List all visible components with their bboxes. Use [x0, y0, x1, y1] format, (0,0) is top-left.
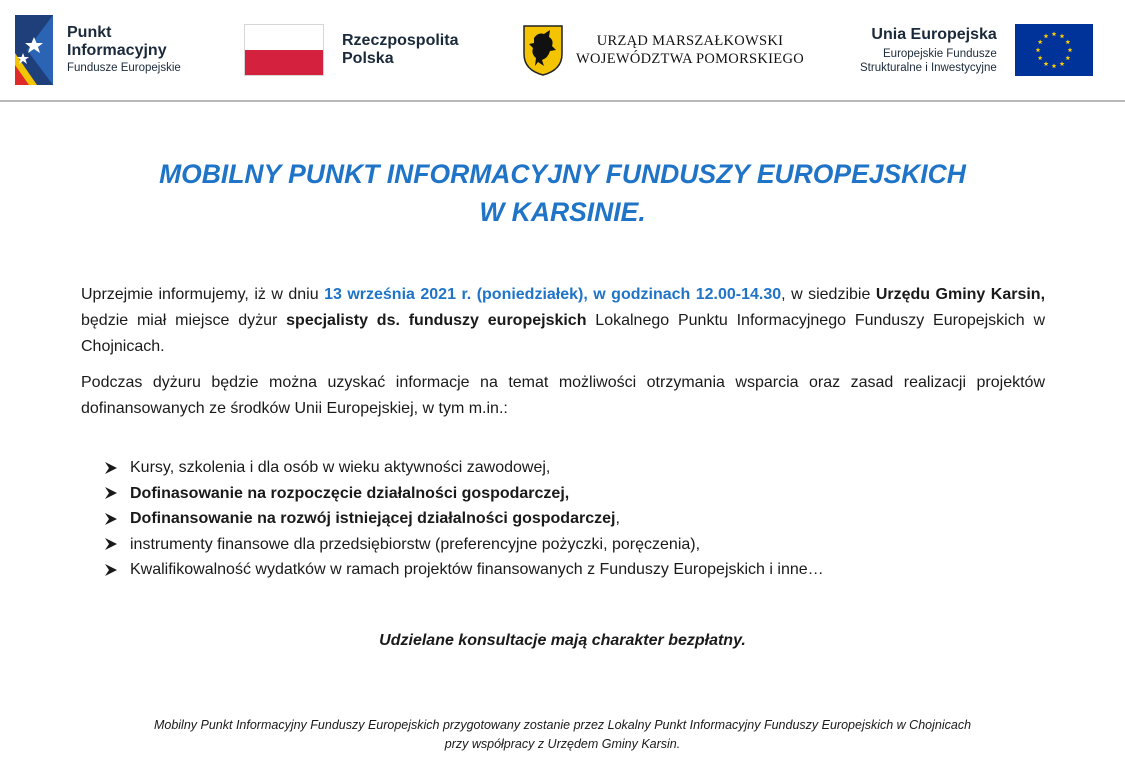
p1-text1: Uprzejmie informujemy, iż w dniu — [81, 286, 325, 303]
fundusze-europejskie-logo — [15, 14, 181, 86]
fe-logo-line3: Fundusze Europejskie — [67, 62, 181, 75]
specialist-role: specjalisty ds. funduszy europejskich — [286, 312, 587, 329]
arrow-bullet-icon — [104, 537, 118, 551]
footer-line2: przy współpracy z Urzędem Gminy Karsin. — [444, 737, 681, 751]
paragraph-announcement — [81, 282, 1045, 360]
rp-logo-line2: Polska — [342, 50, 394, 67]
closing-statement: Udzielane konsultacje mają charakter bezpłatny. — [379, 632, 746, 649]
fe-stars-icon — [15, 15, 53, 85]
griffin-crest-icon — [522, 24, 564, 76]
page-title — [0, 155, 1125, 231]
um-logo-line1: URZĄD MARSZAŁKOWSKI — [596, 32, 784, 49]
footer-line1: Mobilny Punkt Informacyjny Funduszy Europejskich przygotowany zostanie przez Lokalny Punkt Informacyjny Funduszy Europejskich w Chojnicach — [153, 718, 972, 732]
list-item — [104, 532, 824, 558]
logo-header — [0, 0, 1125, 102]
list-item — [104, 506, 824, 532]
ue-logo-title: Unia Europejska — [871, 25, 997, 43]
title-line2: W KARSINIE. — [479, 197, 646, 227]
um-logo-line2: WOJEWÓDZTWA POMORSKIEGO — [576, 51, 805, 67]
ue-logo-line1: Europejskie Fundusze — [883, 47, 997, 60]
ue-logo-line2: Strukturalne i Inwestycyjne — [860, 61, 997, 74]
arrow-bullet-icon — [104, 563, 118, 577]
list-item-text: Dofinasowanie na rozpoczęcie działalności gospodarczej, — [130, 484, 570, 502]
rzeczpospolita-polska-logo — [244, 14, 458, 86]
arrow-bullet-icon — [104, 512, 118, 526]
arrow-bullet-icon — [104, 461, 118, 475]
topics-list — [104, 455, 824, 583]
fe-logo-line2: Informacyjny — [67, 42, 167, 60]
p1-text3: będzie miał miejsce dyżur — [81, 312, 287, 329]
footer-note — [0, 716, 1125, 754]
eu-flag-icon — [1015, 24, 1093, 76]
unia-europejska-logo — [860, 14, 1093, 86]
list-item — [104, 557, 824, 583]
title-line1: MOBILNY PUNKT INFORMACYJNY FUNDUSZY EUROPEJSKICH — [159, 159, 966, 189]
paragraph-topics-intro: Podczas dyżuru będzie można uzyskać informacje na temat możliwości otrzymania wsparcia oraz zasad realizacji projektów dofinansowanych ze środków Unii Europejskiej, w tym m.in.: — [81, 374, 1045, 417]
list-item — [104, 455, 824, 481]
list-item-text: instrumenty finansowe dla przedsiębiorstw (preferencyjne pożyczki, poręczenia), — [130, 535, 701, 553]
p1-text4: Lokalnego Punktu Informacyjnego Funduszy Europejskich w Chojnicach. — [81, 312, 1045, 355]
rp-logo-line1: Rzeczpospolita — [342, 32, 459, 50]
list-item-text: Dofinansowanie na rozwój istniejącej działalności gospodarczej — [130, 510, 616, 527]
arrow-bullet-icon — [104, 486, 118, 500]
list-item-text: Kwalifikowalność wydatków w ramach projektów finansowanych z Funduszy Europejskich i inne… — [130, 561, 824, 578]
list-item-tail: , — [615, 510, 620, 527]
event-place: Urzędu Gminy Karsin, — [875, 286, 1046, 303]
p1-text2: , w siedzibie — [781, 286, 876, 303]
polish-flag-icon — [244, 24, 324, 76]
list-item-text: Kursy, szkolenia i dla osób w wieku aktywności zawodowej, — [130, 459, 551, 476]
fe-logo-line1: Punkt — [67, 24, 112, 42]
event-date: 13 września 2021 r. (poniedziałek), w godzinach 12.00-14.30 — [324, 286, 782, 303]
list-item — [104, 481, 824, 507]
urzad-marszalkowski-logo — [522, 14, 804, 86]
